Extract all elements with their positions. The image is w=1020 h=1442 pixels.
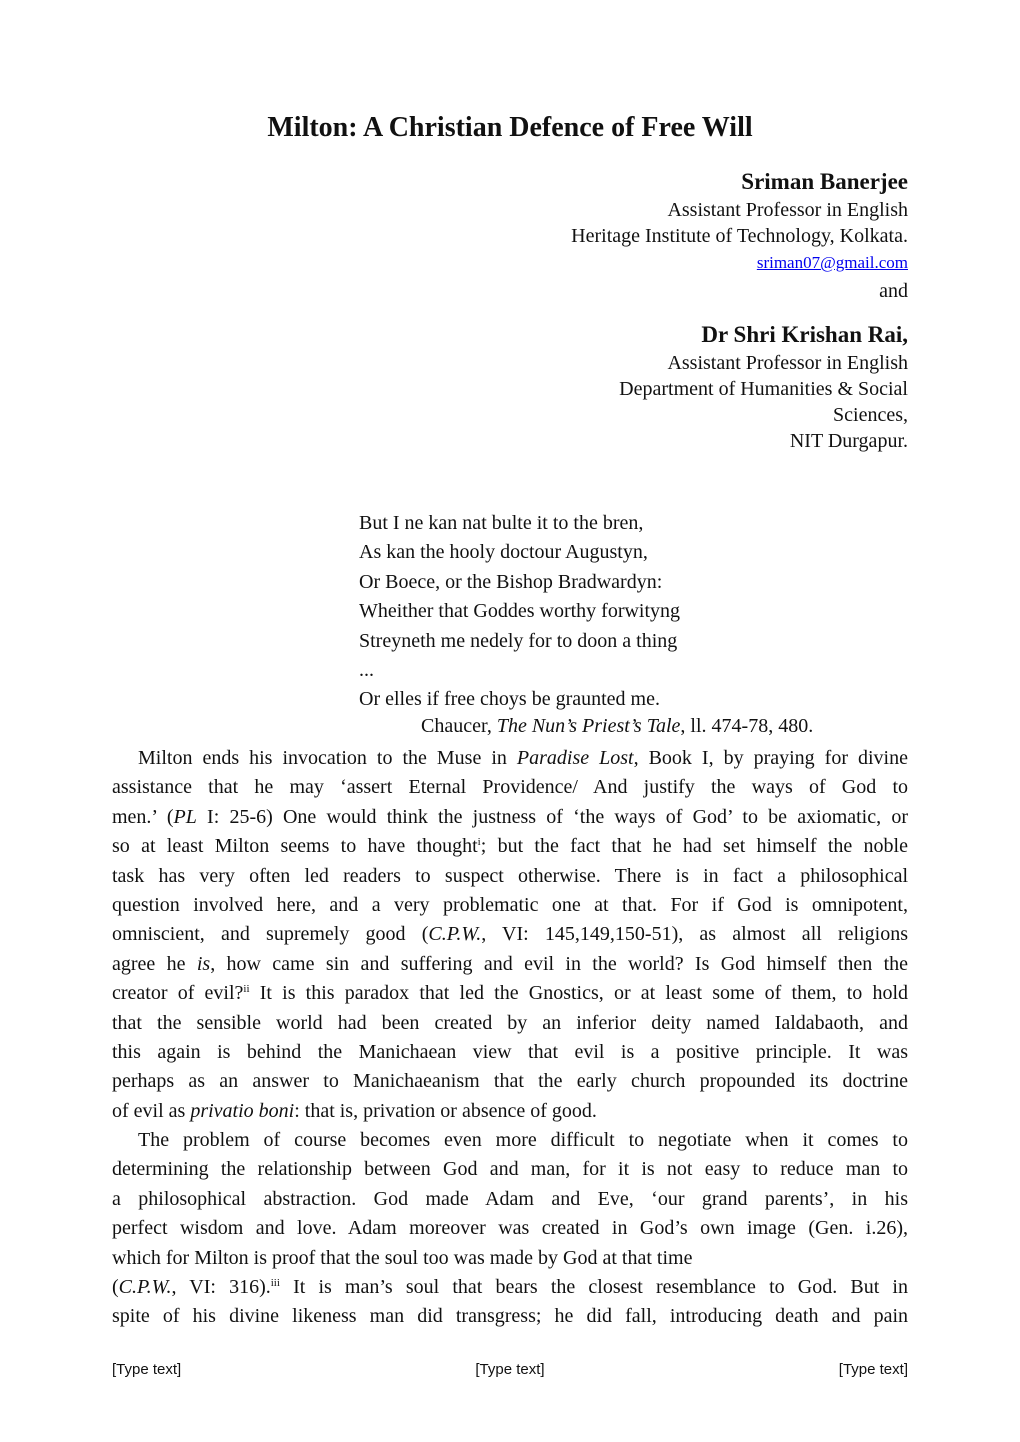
text-run: perhaps as an answer to Manichaeanism that the early church propounded its doctrine [112, 1070, 908, 1093]
footnote-ref[interactable]: iii [270, 1277, 280, 1290]
text-run: It is this paradox that led the Gnostics, or at least some of them, to hold [249, 982, 908, 1005]
body-line [112, 1185, 908, 1214]
italic-text: The Nun’s Priest’s Tale [496, 715, 681, 737]
author-affiliation: Assistant Professor in English [667, 199, 908, 221]
author-affiliation: Heritage Institute of Technology, Kolkata. [571, 225, 908, 247]
author-block-2 [619, 320, 908, 454]
footer-left[interactable]: [Type text] [112, 1361, 182, 1378]
text-run: , VI: 316). [171, 1276, 271, 1299]
text-run: , how came sin and suffering and evil in the world? Is God himself then the [210, 952, 909, 975]
body-line [112, 1067, 908, 1096]
text-run: The problem of course becomes even more difficult to negotiate when it comes to [138, 1129, 908, 1152]
text-run: It is man’s soul that bears the closest resemblance to God. But in [279, 1276, 908, 1299]
text-run: assistance that he may ‘assert Eternal Providence/ And justify the ways of God to [112, 776, 908, 799]
author-name: Sriman Banerjee [741, 169, 908, 194]
body-line [112, 891, 908, 920]
text-run: so at least Milton seems to have thought [112, 835, 478, 858]
text-run: ( [112, 1276, 119, 1299]
text-run: question involved here, and a very problematic one at that. For if God is omnipotent, [112, 893, 908, 916]
italic-text: Paradise Lost [516, 747, 634, 769]
text-run: creator of evil? [112, 982, 244, 1005]
text-run: Milton ends his invocation to the Muse in [138, 747, 517, 769]
body-line [112, 1302, 908, 1331]
body-line [112, 744, 908, 773]
author-email-link[interactable]: sriman07@gmail.com [756, 253, 908, 272]
footnote-ref[interactable]: i [477, 836, 481, 849]
epigraph-line: Or elles if free choys be graunted me. [359, 688, 660, 711]
body-line [112, 979, 908, 1008]
text-run: this again is behind the Manichaean view that evil is a positive principle. It was [112, 1040, 908, 1063]
text-run: determining the relationship between God and man, for it is not easy to reduce man to [112, 1158, 908, 1181]
body-line [112, 832, 908, 861]
epigraph [359, 509, 680, 715]
footnote-ref[interactable]: ii [243, 983, 250, 996]
italic-text: privatio boni [190, 1099, 295, 1122]
text-run: perfect wisdom and love. Adam moreover was created in God’s own image (Gen. i.26), [112, 1217, 908, 1240]
text-run: , VI: 145,149,150-51), as almost all religions [481, 923, 908, 946]
text-run: ; but the fact that he had set himself the noble [480, 835, 908, 858]
text-run: spite of his divine likeness man did transgress; he did fall, introducing death and pain [112, 1305, 908, 1328]
author-affiliation: Assistant Professor in English [667, 352, 908, 374]
text-run: Chaucer, [421, 715, 497, 737]
body-line [112, 862, 908, 891]
italic-text: PL [173, 805, 197, 828]
epigraph-attribution [421, 715, 813, 738]
body-line [112, 950, 908, 979]
epigraph-line: Or Boece, or the Bishop Bradwardyn: [359, 570, 663, 593]
epigraph-line: But I ne kan nat bulte it to the bren, [359, 512, 644, 534]
text-run: which for Milton is proof that the soul too was made by God at that time [112, 1246, 693, 1269]
footer-right[interactable]: [Type text] [838, 1361, 908, 1378]
body-line [112, 1273, 908, 1302]
epigraph-line: Streyneth me nedely for to doon a thing [359, 629, 678, 652]
author-block-1 [571, 167, 908, 304]
body-text [112, 744, 908, 1332]
author-affiliation: Sciences, [833, 404, 908, 426]
body-line [112, 1038, 908, 1067]
epigraph-line: As kan the hooly doctour Augustyn, [359, 541, 648, 564]
author-name: Dr Shri Krishan Rai, [701, 322, 908, 347]
author-affiliation: Department of Humanities & Social [619, 378, 908, 400]
epigraph-line: Wheither that Goddes worthy forwityng [359, 600, 681, 623]
body-line [112, 920, 908, 949]
page-footer [112, 1361, 908, 1378]
body-line [112, 1097, 908, 1126]
text-run: , ll. 474-78, 480. [680, 715, 814, 737]
body-line [112, 1126, 908, 1155]
text-run: that the sensible world had been created by an inferior deity named Ialdabaoth, and [112, 1011, 908, 1034]
italic-text: C.P.W. [428, 923, 482, 946]
body-line [112, 1214, 908, 1243]
text-run: a philosophical abstraction. God made Adam and Eve, ‘our grand parents’, in his [112, 1187, 908, 1210]
text-run: , Book I, by praying for divine [633, 747, 908, 769]
conjunction-text: and [879, 280, 908, 302]
body-line [112, 803, 908, 832]
page-title: Milton: A Christian Defence of Free Will [267, 112, 753, 143]
footer-center[interactable]: [Type text] [475, 1361, 545, 1378]
body-line [112, 1009, 908, 1038]
text-run: I: 25-6) One would think the justness of ‘the ways of God’ to be axiomatic, or [196, 805, 908, 828]
body-line [112, 773, 908, 802]
text-run: of evil as [112, 1099, 191, 1122]
text-run: agree he [112, 952, 197, 975]
text-run: men.’ ( [112, 805, 174, 828]
text-run: task has very often led readers to suspect otherwise. There is in fact a philosophical [112, 864, 908, 887]
text-run: : that is, privation or absence of good. [294, 1099, 597, 1122]
italic-text: C.P.W. [118, 1276, 172, 1299]
italic-text: is [196, 952, 211, 975]
epigraph-line: ... [359, 659, 374, 682]
text-run: omniscient, and supremely good ( [112, 923, 429, 946]
author-affiliation: NIT Durgapur. [789, 430, 908, 452]
body-line [112, 1244, 908, 1273]
body-line [112, 1155, 908, 1184]
